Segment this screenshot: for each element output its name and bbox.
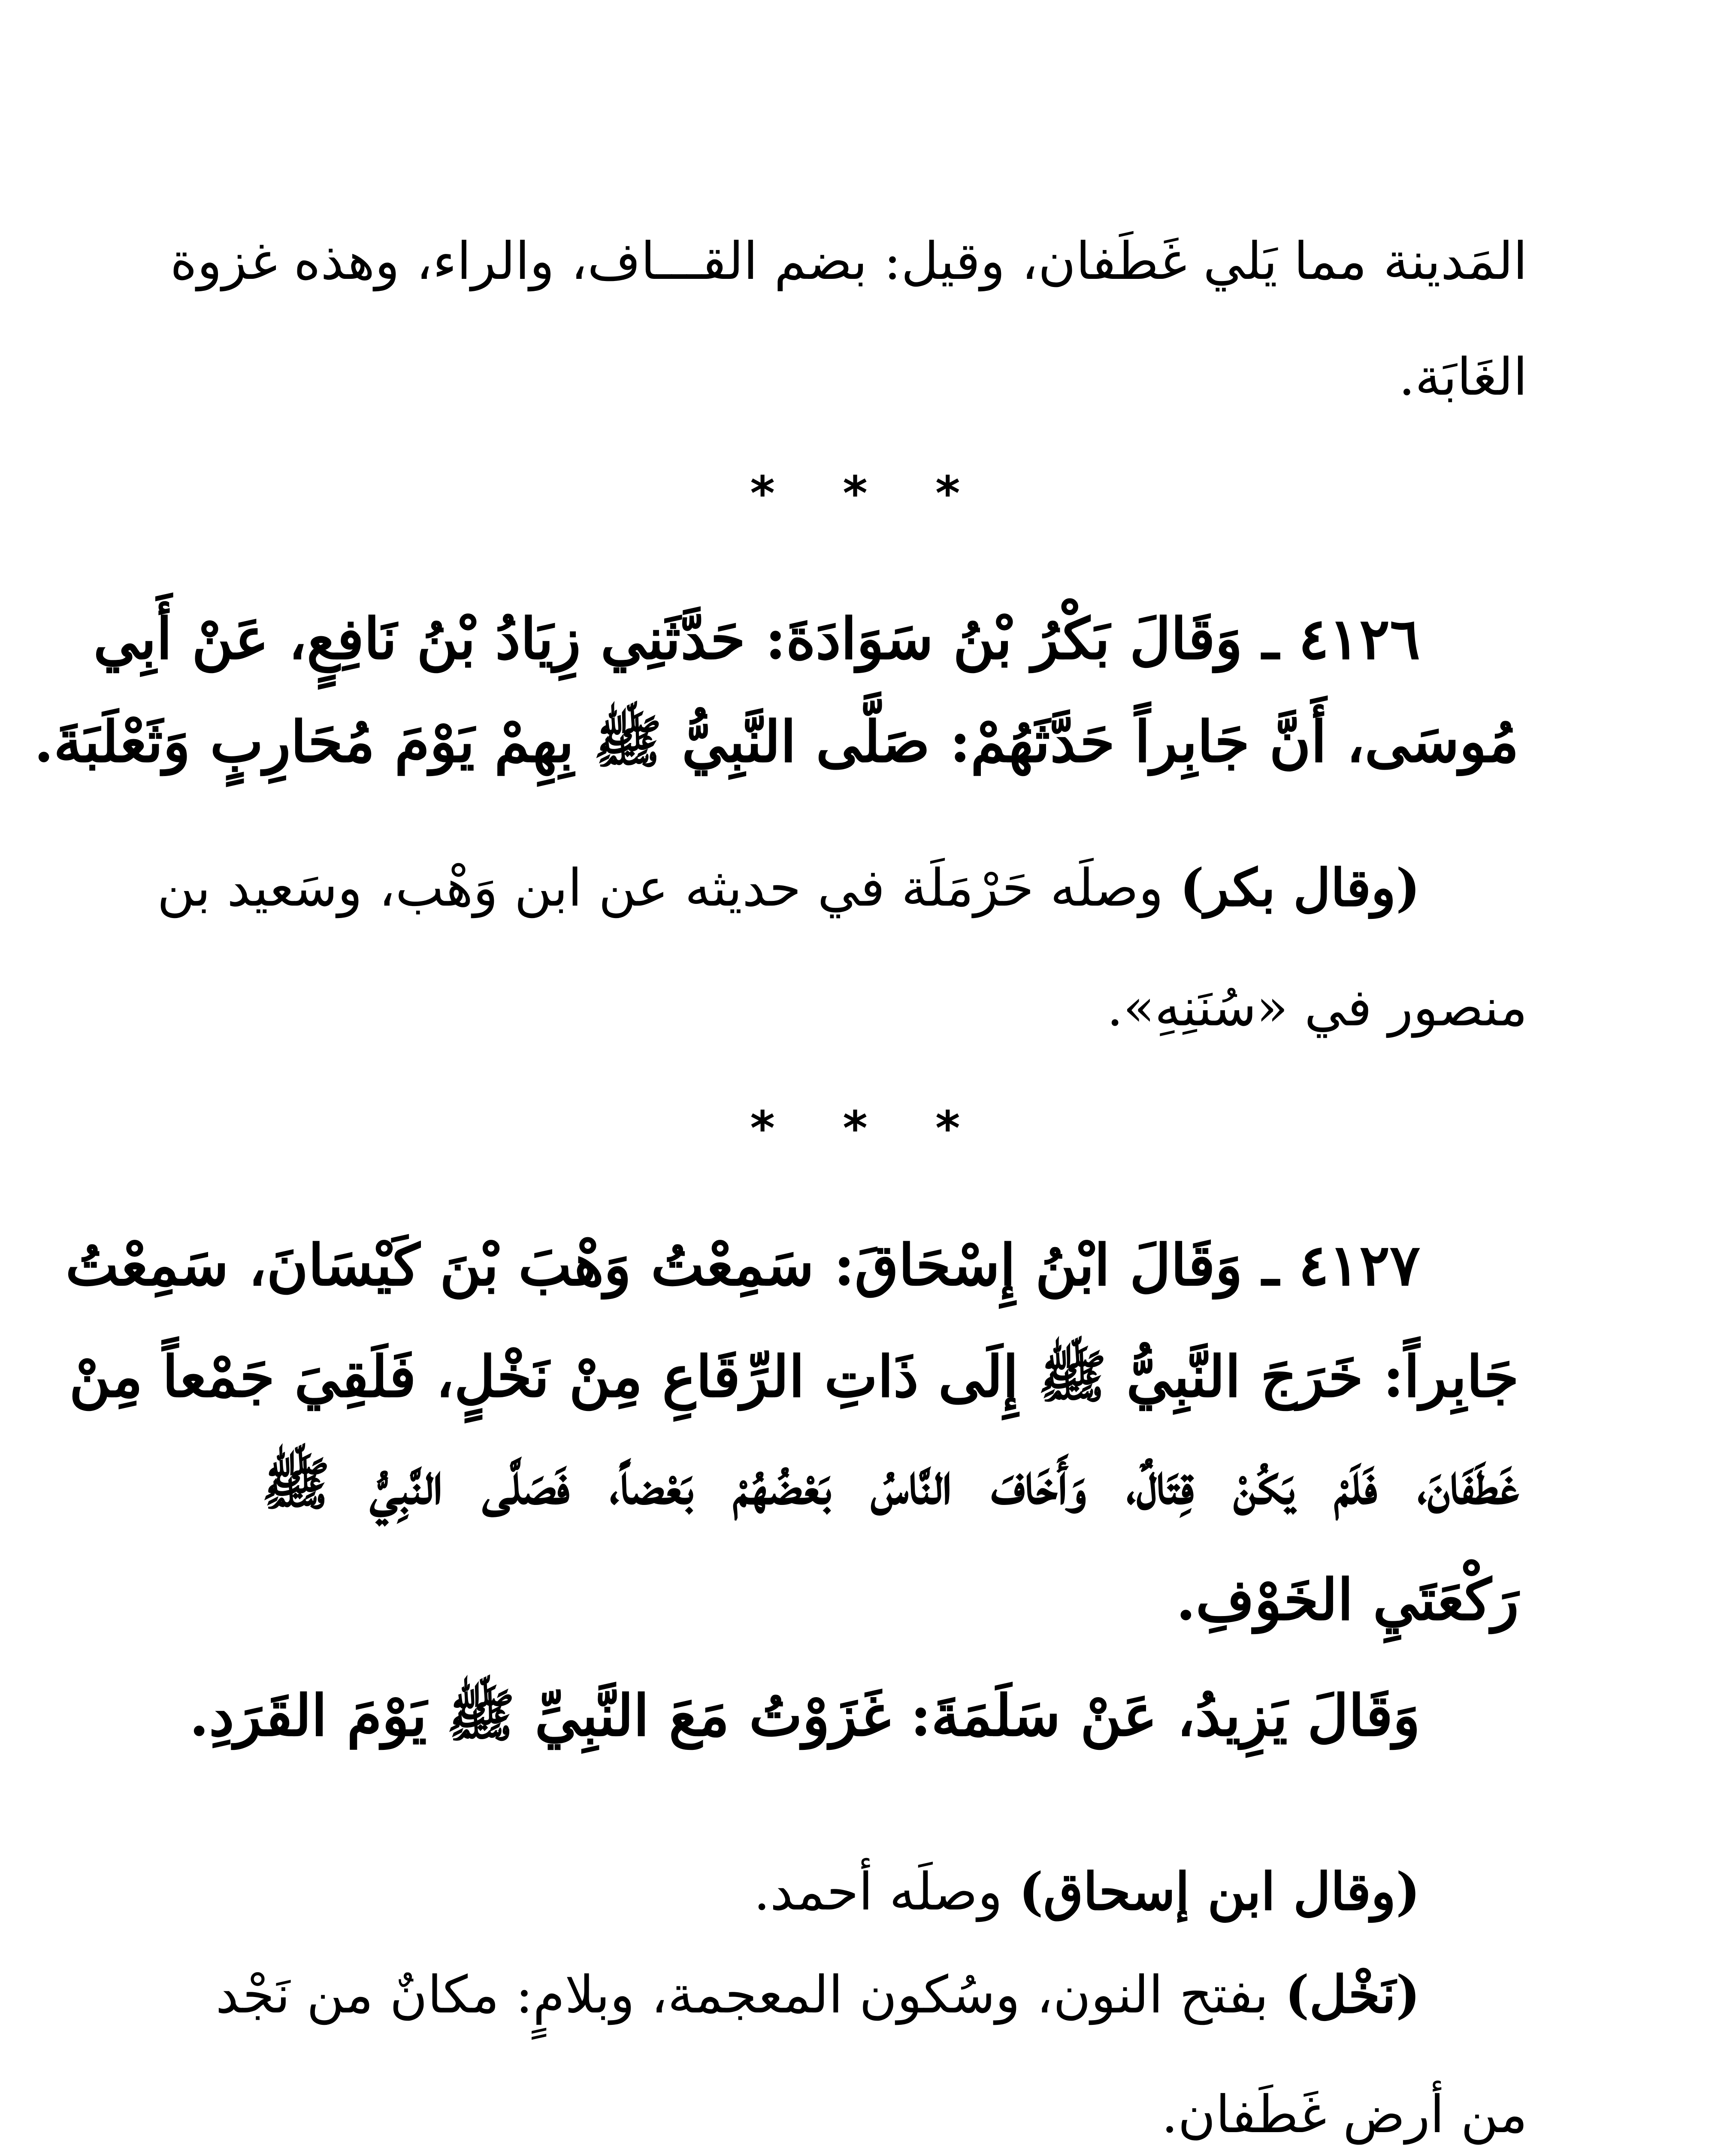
quoted-term: (وقال ابن إسحاق) (1019, 1861, 1420, 1922)
commentary-line: الغَابَة. (1398, 347, 1527, 407)
commentary-line: (وقال بكر) وصلَه حَرْمَلَة في حديثه عن ابن وَهْب، وسَعيد بن (157, 858, 1420, 918)
commentary-line: المَدينة مما يَلي غَطَفان، وقيل: بضم القـــاف، والراء، وهذه غزوة (170, 232, 1527, 291)
quoted-term: (نَخْل) (1285, 1964, 1420, 2025)
commentary-line: (وقال ابن إسحاق) وصلَه أحمد. (753, 1861, 1420, 1922)
hadith-4126-line: ٤١٢٦ ـ وَقَالَ بَكْرُ بْنُ سَوَادَةَ: حَدَّثَنِي زِيَادُ بْنُ نَافِعٍ، عَنْ أَبِي (93, 606, 1420, 672)
commentary-line: من أرضِ غَطَفان. (1161, 2085, 1527, 2145)
hadith-4126-line: مُوسَى، أَنَّ جَابِراً حَدَّثَهُمْ: صَلَّى النَّبِيُّ ﷺ بِهِمْ يَوْمَ مُحَارِبٍ وَثَعْلَبَةَ. (34, 709, 1519, 775)
quoted-term: (وقال بكر) (1180, 858, 1420, 918)
hadith-4127-line: وَقَالَ يَزِيدُ، عَنْ سَلَمَةَ: غَزَوْتُ مَعَ النَّبِيِّ ﷺ يَوْمَ القَرَدِ. (189, 1683, 1420, 1749)
commentary-line: منصور في «سُنَنِهِ». (1107, 978, 1527, 1038)
section-separator: * * * (750, 466, 986, 521)
hadith-4127-line: رَكْعَتَيِ الخَوْفِ. (1176, 1567, 1519, 1633)
commentary-line: (نَخْل) بفتح النون، وسُكون المعجمة، وبلامٍ: مكانٌ من نَجْد (215, 1964, 1420, 2025)
hadith-4127-line: ٤١٢٧ ـ وَقَالَ ابْنُ إِسْحَاقَ: سَمِعْتُ وَهْبَ بْنَ كَيْسَانَ، سَمِعْتُ (65, 1232, 1420, 1299)
section-separator: * * * (750, 1101, 986, 1156)
hadith-4127-line: جَابِراً: خَرَجَ النَّبِيُّ ﷺ إِلَى ذَاتِ الرِّقَاعِ مِنْ نَخْلٍ، فَلَقِيَ جَمْعاً مِنْ (69, 1344, 1519, 1410)
hadith-4127-line: غَطَفَانَ، فَلَمْ يَكُنْ قِتَالٌ، وَأَخَافَ النَّاسُ بَعْضُهُمْ بَعْضاً، فَصَلَّى النَّبِيُّ ﷺ (262, 1451, 1519, 1517)
